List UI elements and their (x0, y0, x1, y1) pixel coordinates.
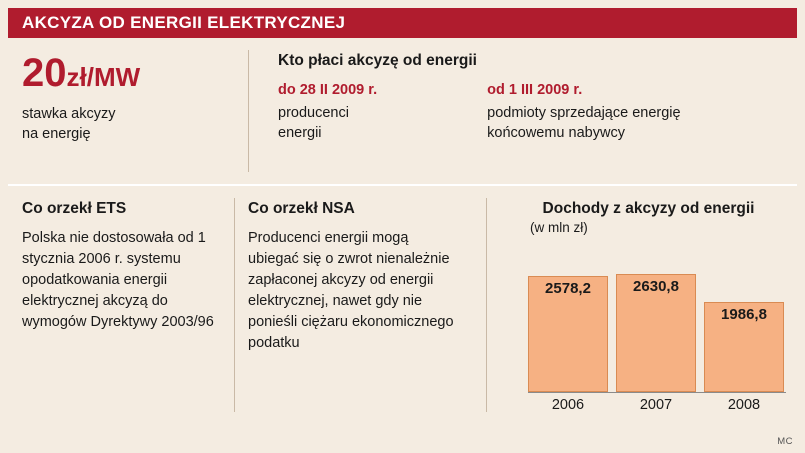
bar-value-2008: 1986,8 (721, 306, 767, 323)
who-pays-period-after: od 1 III 2009 r. (487, 82, 583, 98)
ruling-ets-block (22, 200, 227, 333)
rate-description-line1: stawka akcyzy (22, 106, 116, 122)
who-pays-column-after (487, 82, 778, 143)
page-title: AKCYZA OD ENERGII ELEKTRYCZNEJ (22, 13, 346, 32)
rate-value-row (22, 52, 222, 98)
who-pays-period-before: do 28 II 2009 r. (278, 82, 378, 98)
who-pays-text-before-line2: energii (278, 125, 322, 141)
who-pays-text-before-line1: producenci (278, 105, 349, 121)
bar-value-2007: 2630,8 (633, 278, 679, 295)
x-tick-2008: 2008 (727, 397, 761, 413)
ruling-ets-title: Co orzekł ETS (22, 200, 127, 217)
bar-2006 (528, 276, 608, 392)
chart-plot-area (506, 243, 791, 393)
who-pays-text-after-line1: podmioty sprzedające energię (487, 105, 681, 121)
rate-unit: zł/MW (66, 62, 141, 92)
bar-2008 (704, 302, 784, 392)
bar-2007 (616, 274, 696, 392)
who-pays-column-before (278, 82, 487, 143)
ruling-nsa-title: Co orzekł NSA (248, 200, 355, 217)
ruling-ets-text: Polska nie dostosowała od 1 stycznia 2006 r. systemu opodatkowania energii elektrycznej akcyzą do wymogów Dyrektywy 2003/96 (22, 230, 214, 330)
x-tick-2006: 2006 (551, 397, 585, 413)
revenue-chart (506, 200, 791, 417)
chart-x-tick-labels (506, 393, 791, 417)
vertical-divider-bottom-2 (486, 198, 487, 412)
vertical-divider-top (248, 50, 249, 172)
header-bar (8, 8, 797, 38)
who-pays-text-after (487, 103, 766, 143)
who-pays-text-after-line2: końcowemu nabywcy (487, 125, 625, 141)
top-section (8, 44, 797, 184)
chart-title: Dochody z akcyzy od energii (542, 200, 755, 217)
credit-label: MC (777, 436, 793, 447)
rate-description-line2: na energię (22, 126, 91, 142)
who-pays-title: Kto płaci akcyzę od energii (278, 52, 477, 69)
horizontal-divider (8, 184, 797, 186)
who-pays-columns (278, 82, 778, 143)
bottom-section (8, 192, 797, 424)
x-tick-2007: 2007 (639, 397, 673, 413)
rate-value: 20 (22, 51, 67, 95)
vertical-divider-bottom-1 (234, 198, 235, 412)
ruling-nsa-block (248, 200, 463, 354)
ruling-nsa-text: Producenci energii mogą ubiegać się o zwrot nienależnie zapłaconej akcyzy od energii elektrycznej, nawet gdy nie ponieśli ciężaru ekonomicznego podatku (248, 230, 454, 351)
bar-value-2006: 2578,2 (545, 280, 591, 297)
who-pays-block (278, 52, 778, 143)
rate-description (22, 104, 222, 144)
chart-subtitle: (w mln zł) (530, 220, 588, 235)
who-pays-text-before (278, 103, 475, 143)
rate-block (22, 52, 222, 144)
